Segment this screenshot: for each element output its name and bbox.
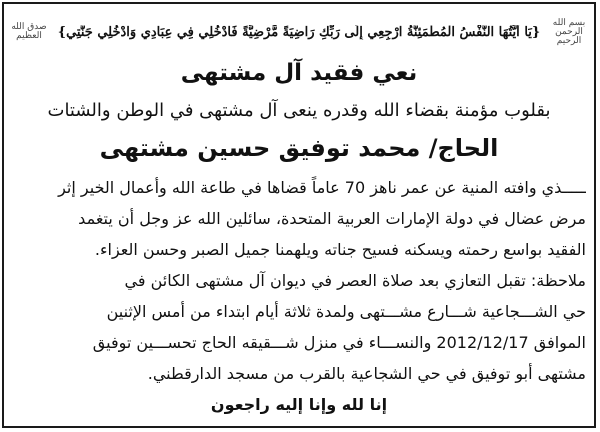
closing-phrase: إنا لله وإنا إليه راجعون (210, 395, 388, 414)
obituary-notice (2, 2, 596, 428)
body-line: ملاحظة: تقبل التعازي بعد صلاة العصر في ديوان آل مشتهى الكائن في (124, 271, 586, 290)
seal-right-text-1: بسم الله (552, 17, 586, 28)
closing-seal-ornament (10, 23, 48, 41)
quran-verse: {يَا أَيَّتُهَا النَّفْسُ الْمُطْمَئِنَّةُ ارْجِعِي إِلَى رَبِّكِ رَاضِيَةً مَّرْضِيَّةً فَادْخُلِي فِي عِبَادِي وَادْخُلِي جَنَّتِي} (57, 24, 541, 40)
body-line: ـــــذي وافته المنية عن عمر ناهز 70 عاماً قضاها في طاعة الله وأعمال الخير إثر (58, 178, 586, 197)
verse-header (10, 10, 588, 54)
notice-intro: بقلوب مؤمنة بقضاء الله وقدره ينعى آل مشتهى في الوطن والشتات (47, 100, 551, 121)
notice-body (12, 172, 586, 420)
body-line: مرض عضال في دولة الإمارات العربية المتحدة، سائلين الله عز وجل أن يتغمد (78, 209, 586, 228)
notice-title: نعي فقيد آل مشتهى (180, 60, 418, 86)
deceased-name: الحاج/ محمد توفيق حسين مشتهى (99, 134, 499, 162)
body-line: حي الشـــجاعية شـــارع مشـــتهى ولمدة ثلاثة أيام ابتداء من أمس الإثنين (106, 302, 586, 321)
body-line: الفقيد بواسع رحمته ويسكنه فسيح جناته ويلهمنا جميل الصبر وحسن العزاء. (94, 240, 586, 259)
seal-left-text-2: العظيم (16, 31, 42, 41)
seal-left-text-1: صدق الله (11, 22, 47, 32)
seal-right-text-2: الرحمن الرحيم (555, 26, 583, 46)
body-line: مشتهى أبو توفيق في حي الشجاعية بالقرب من مسجد الدارقطني. (147, 364, 586, 383)
basmala-ornament (550, 19, 588, 46)
body-line: الموافق 2012/12/17 والنســـاء في منزل شـــقيقه الحاج تحســـين توفيق (92, 333, 586, 352)
